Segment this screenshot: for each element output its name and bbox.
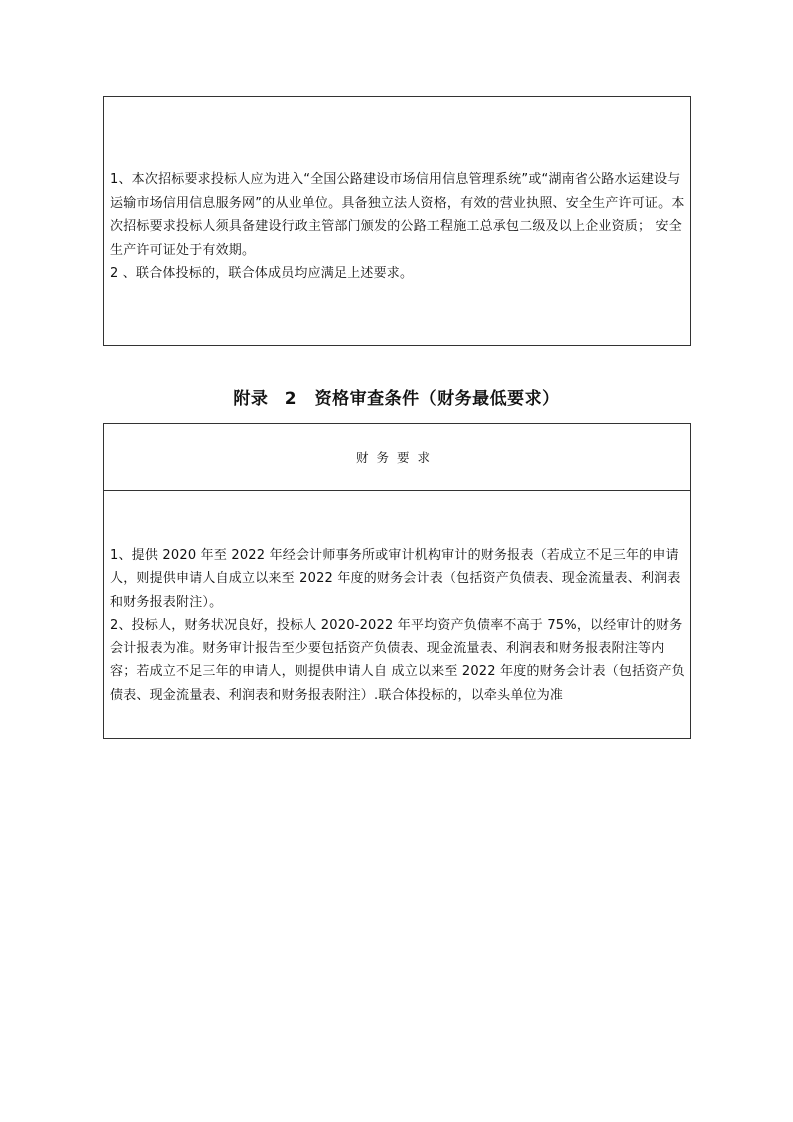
qualification-requirements-text [110, 168, 686, 286]
financial-item-1: 1、提供 2020 年至 2022 年经会计师事务所或审计机构审计的财务报表（若成立不足三年的申请人，则提供申请人自成立以来至 2022 年度的财务会计表（包括资产负债表、现金流量表、利润表和财务报表附注）。 [110, 548, 681, 610]
qualification-item-1: 1、本次招标要求投标人应为进入“全国公路建设市场信用信息管理系统”或“湖南省公路水运建设与运输市场信用信息服务网”的从业单位。具备独立法人资格，有效的营业执照、安全生产许可证。本次招标要求投标人须具备建设行政主管部门颁发的公路工程施工总承包二级及以上企业资质； 安全生产许可证处于有效期。 [110, 172, 685, 258]
qualification-requirements-box [103, 96, 691, 346]
financial-requirements-text [110, 544, 686, 707]
appendix-title: 附录 2 资格审查条件（财务最低要求） [233, 389, 560, 409]
financial-item-2: 2、投标人，财务状况良好，投标人 2020-2022 年平均资产负债率不高于 75%，以经审计的财务会计报表为准。财务审计报告至少要包括资产负债表、现金流量表、利润表和财务报表附注等内容；若成立不足三年的申请人，则提供申请人自 成立以来至 2022 年度的财务会计表（包括资产负债表、现金流量表、利润表和财务报表附注）.联合体投标的，以牵头单位为准 [110, 617, 685, 703]
financial-requirements-box [103, 423, 691, 739]
financial-requirements-header: 财务要求 [104, 424, 690, 491]
qualification-item-2: 2 、联合体投标的，联合体成员均应满足上述要求。 [110, 266, 414, 281]
